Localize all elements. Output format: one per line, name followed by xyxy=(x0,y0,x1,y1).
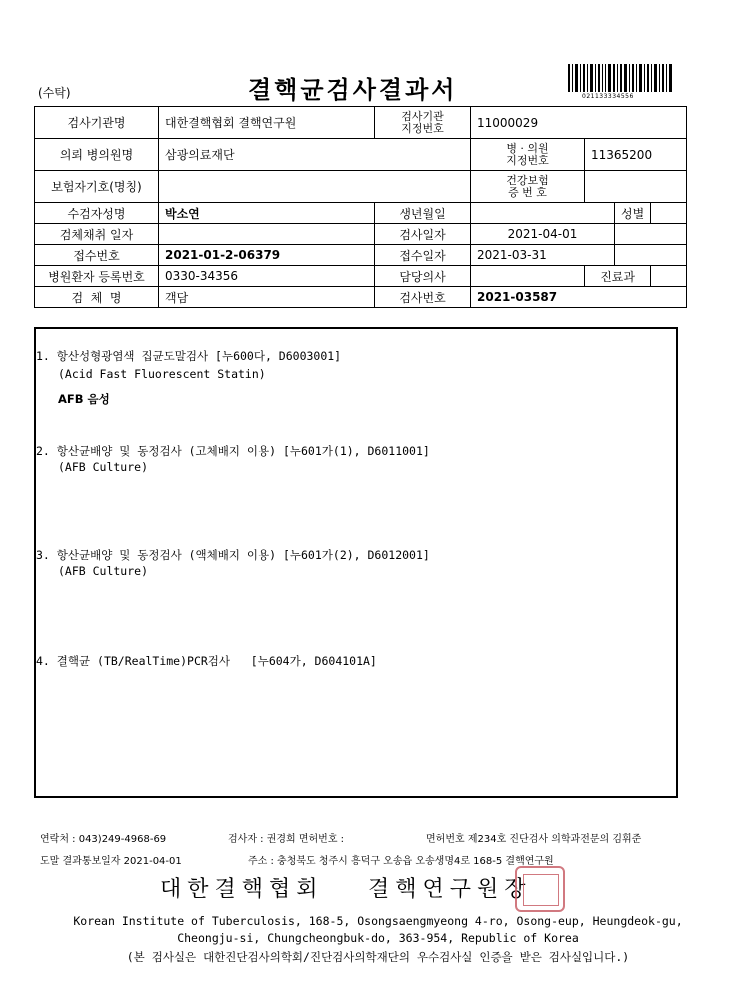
value-test-date: 2021-04-01 xyxy=(471,224,615,245)
label-department: 진료과 xyxy=(585,266,651,287)
value-test-number: 2021-03587 xyxy=(471,287,687,308)
examiner: 검사자 : 권경희 면허번호 : xyxy=(228,834,345,845)
english-address-line-2: Cheongju-si, Chungcheongbuk-do, 363-954, Republic of Korea xyxy=(177,931,579,945)
value-specimen: 객담 xyxy=(159,287,375,308)
value-institution-code: 11000029 xyxy=(471,107,687,139)
value-birthdate xyxy=(471,203,615,224)
label-hospital-code: 병 · 의원 지정번호 xyxy=(471,139,585,171)
english-address-line-1: Korean Institute of Tuberculosis, 168-5, Osongsaengmyeong 4-ro, Osong-eup, Heungdeok-gu, xyxy=(73,914,683,928)
institute-name-left: 대한결핵협회 xyxy=(160,877,324,902)
label-doctor: 담당의사 xyxy=(375,266,471,287)
result-item-1-title: 1. 항산성형광염색 집균도말검사 [누600다, D6003001] xyxy=(36,349,342,363)
value-requesting-hospital: 삼광의료재단 xyxy=(159,139,471,171)
label-birthdate: 생년월일 xyxy=(375,203,471,224)
result-item-4-title: 4. 결핵균 (TB/RealTime)PCR검사 [누604가, D604101A] xyxy=(36,654,377,668)
result-item-3-title: 3. 항산균배양 및 동정검사 (액체배지 이용) [누601가(2), D6012001] xyxy=(36,548,430,562)
value-hospital-code: 11365200 xyxy=(585,139,687,171)
label-receipt-number: 접수번호 xyxy=(35,245,159,266)
label-patient-registration: 병원환자 등록번호 xyxy=(35,266,159,287)
institute-name-right: 결핵연구원장 xyxy=(368,877,532,902)
value-patient-name: 박소연 xyxy=(159,203,375,224)
label-requesting-hospital: 의뢰 병의원명 xyxy=(35,139,159,171)
value-doctor xyxy=(471,266,585,287)
consignment-label: (수탁) xyxy=(38,86,71,100)
address: 주소 : 충청북도 청주시 흥덕구 오송읍 오송생명4로 168-5 결핵연구원 xyxy=(248,856,554,867)
contact-number: 연락처 : 043)249-4968-69 xyxy=(40,834,167,845)
label-institution: 검사기관명 xyxy=(35,107,159,139)
document-title: 결핵균검사결과서 xyxy=(248,75,458,104)
result-item-1-value: AFB 음성 xyxy=(58,392,110,406)
barcode-number: 021133334556 xyxy=(582,93,634,100)
certification-note: (본 검사실은 대한진단검사의학회/진단검사의학재단의 우수검사실 인증을 받은 검사실입니다.) xyxy=(126,950,630,964)
label-insurer: 보험자기호(명칭) xyxy=(35,171,159,203)
value-collection-date xyxy=(159,224,375,245)
label-insurance-number: 건강보험 증 번 호 xyxy=(471,171,585,203)
value-sex xyxy=(651,203,687,224)
label-test-date: 검사일자 xyxy=(375,224,471,245)
value-receipt-number: 2021-01-2-06379 xyxy=(159,245,375,266)
official-seal xyxy=(515,866,565,912)
label-sex: 성별 xyxy=(615,203,651,224)
label-patient-name: 수검자성명 xyxy=(35,203,159,224)
notification-date: 도말 결과통보일자 2021-04-01 xyxy=(40,856,182,867)
label-collection-date: 검체채취 일자 xyxy=(35,224,159,245)
result-item-1-subtitle: (Acid Fast Fluorescent Statin) xyxy=(58,367,266,381)
value-department xyxy=(651,266,687,287)
value-patient-registration: 0330-34356 xyxy=(159,266,375,287)
value-insurer xyxy=(159,171,471,203)
barcode xyxy=(566,64,676,94)
license-info: 면허번호 제234호 진단검사 의학과전문의 김휘준 xyxy=(426,834,642,845)
patient-info-table xyxy=(34,106,687,308)
result-item-3-subtitle: (AFB Culture) xyxy=(58,564,149,578)
result-item-2-title: 2. 항산균배양 및 동정검사 (고체배지 이용) [누601가(1), D6011001] xyxy=(36,444,430,458)
label-receipt-date: 접수일자 xyxy=(375,245,471,266)
value-receipt-date: 2021-03-31 xyxy=(471,245,615,266)
label-institution-code: 검사기관 지정번호 xyxy=(375,107,471,139)
result-item-2-subtitle: (AFB Culture) xyxy=(58,460,149,474)
value-institution: 대한결핵협회 결핵연구원 xyxy=(159,107,375,139)
label-specimen: 검 체 명 xyxy=(35,287,159,308)
label-test-number: 검사번호 xyxy=(375,287,471,308)
value-insurance-number xyxy=(585,171,687,203)
